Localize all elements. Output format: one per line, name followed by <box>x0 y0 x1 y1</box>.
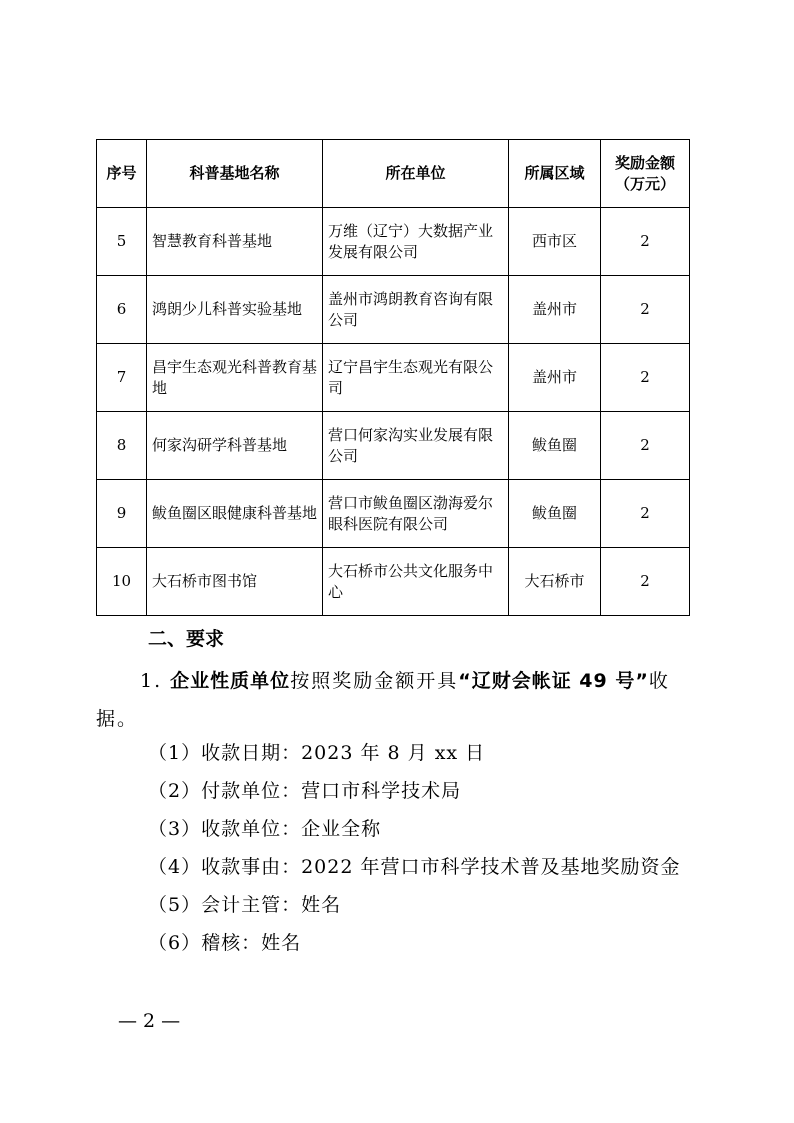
cell-region: 盖州市 <box>509 276 601 344</box>
cell-region: 鲅鱼圈 <box>509 412 601 480</box>
list-item: （1）收款日期：2023 年 8 月 xx 日 <box>148 742 486 764</box>
table-row <box>97 276 690 344</box>
cell-amount: 2 <box>601 480 690 548</box>
cell-unit: 辽宁昌宇生态观光有限公司 <box>323 344 509 412</box>
header-serial: 序号 <box>97 140 147 208</box>
requirement-items <box>148 734 680 962</box>
cell-amount: 2 <box>601 276 690 344</box>
table-row <box>97 412 690 480</box>
table-row <box>97 208 690 276</box>
header-amount-unit: （万元） <box>614 174 675 193</box>
cell-unit: 大石桥市公共文化服务中心 <box>323 548 509 616</box>
cell-region: 鲅鱼圈 <box>509 480 601 548</box>
cell-base-name: 智慧教育科普基地 <box>147 208 323 276</box>
requirement-text: 按照奖励金额开具 <box>290 670 459 692</box>
cell-base-name: 鲅鱼圈区眼健康科普基地 <box>147 480 323 548</box>
award-table <box>96 139 690 616</box>
cell-amount: 2 <box>601 344 690 412</box>
list-item: （4）收款事由：2022 年营口市科学技术普及基地奖励资金 <box>148 856 681 878</box>
page-number: — 2 — <box>118 1010 181 1032</box>
table-row <box>97 344 690 412</box>
cell-amount: 2 <box>601 412 690 480</box>
header-region: 所属区域 <box>509 140 601 208</box>
table-row <box>97 480 690 548</box>
cell-region: 西市区 <box>509 208 601 276</box>
cell-serial: 7 <box>97 344 147 412</box>
header-amount <box>601 140 690 208</box>
cell-amount: 2 <box>601 548 690 616</box>
list-item: （6）稽核：姓名 <box>148 932 302 954</box>
cell-serial: 9 <box>97 480 147 548</box>
list-item: （5）会计主管：姓名 <box>148 894 342 916</box>
cell-amount: 2 <box>601 208 690 276</box>
cell-base-name: 昌宇生态观光科普教育基地 <box>147 344 323 412</box>
cell-serial: 5 <box>97 208 147 276</box>
cell-unit: 营口市鲅鱼圈区渤海爱尔眼科医院有限公司 <box>323 480 509 548</box>
cell-region: 盖州市 <box>509 344 601 412</box>
header-unit: 所在单位 <box>323 140 509 208</box>
cell-region: 大石桥市 <box>509 548 601 616</box>
header-base-name: 科普基地名称 <box>147 140 323 208</box>
cell-unit: 盖州市鸿朗教育咨询有限公司 <box>323 276 509 344</box>
table-header-row <box>97 140 690 208</box>
requirement-paragraph <box>96 662 690 738</box>
table-row <box>97 548 690 616</box>
cell-serial: 10 <box>97 548 147 616</box>
section-title: 二、要求 <box>148 628 225 650</box>
list-item: （2）付款单位：营口市科学技术局 <box>148 780 462 802</box>
cell-serial: 8 <box>97 412 147 480</box>
cell-base-name: 何家沟研学科普基地 <box>147 412 323 480</box>
cell-base-name: 鸿朗少儿科普实验基地 <box>147 276 323 344</box>
header-amount-label: 奖励金额 <box>614 153 675 172</box>
requirement-bold-receipt: “辽财会帐证 49 号” <box>458 670 649 692</box>
cell-unit: 营口何家沟实业发展有限公司 <box>323 412 509 480</box>
cell-unit: 万维（辽宁）大数据产业发展有限公司 <box>323 208 509 276</box>
requirement-bold-subject: 企业性质单位 <box>170 670 291 692</box>
list-item: （3）收款单位：企业全称 <box>148 818 382 840</box>
requirement-text-end: 收据。 <box>96 670 670 730</box>
cell-serial: 6 <box>97 276 147 344</box>
cell-base-name: 大石桥市图书馆 <box>147 548 323 616</box>
requirement-number: 1. <box>140 670 171 692</box>
